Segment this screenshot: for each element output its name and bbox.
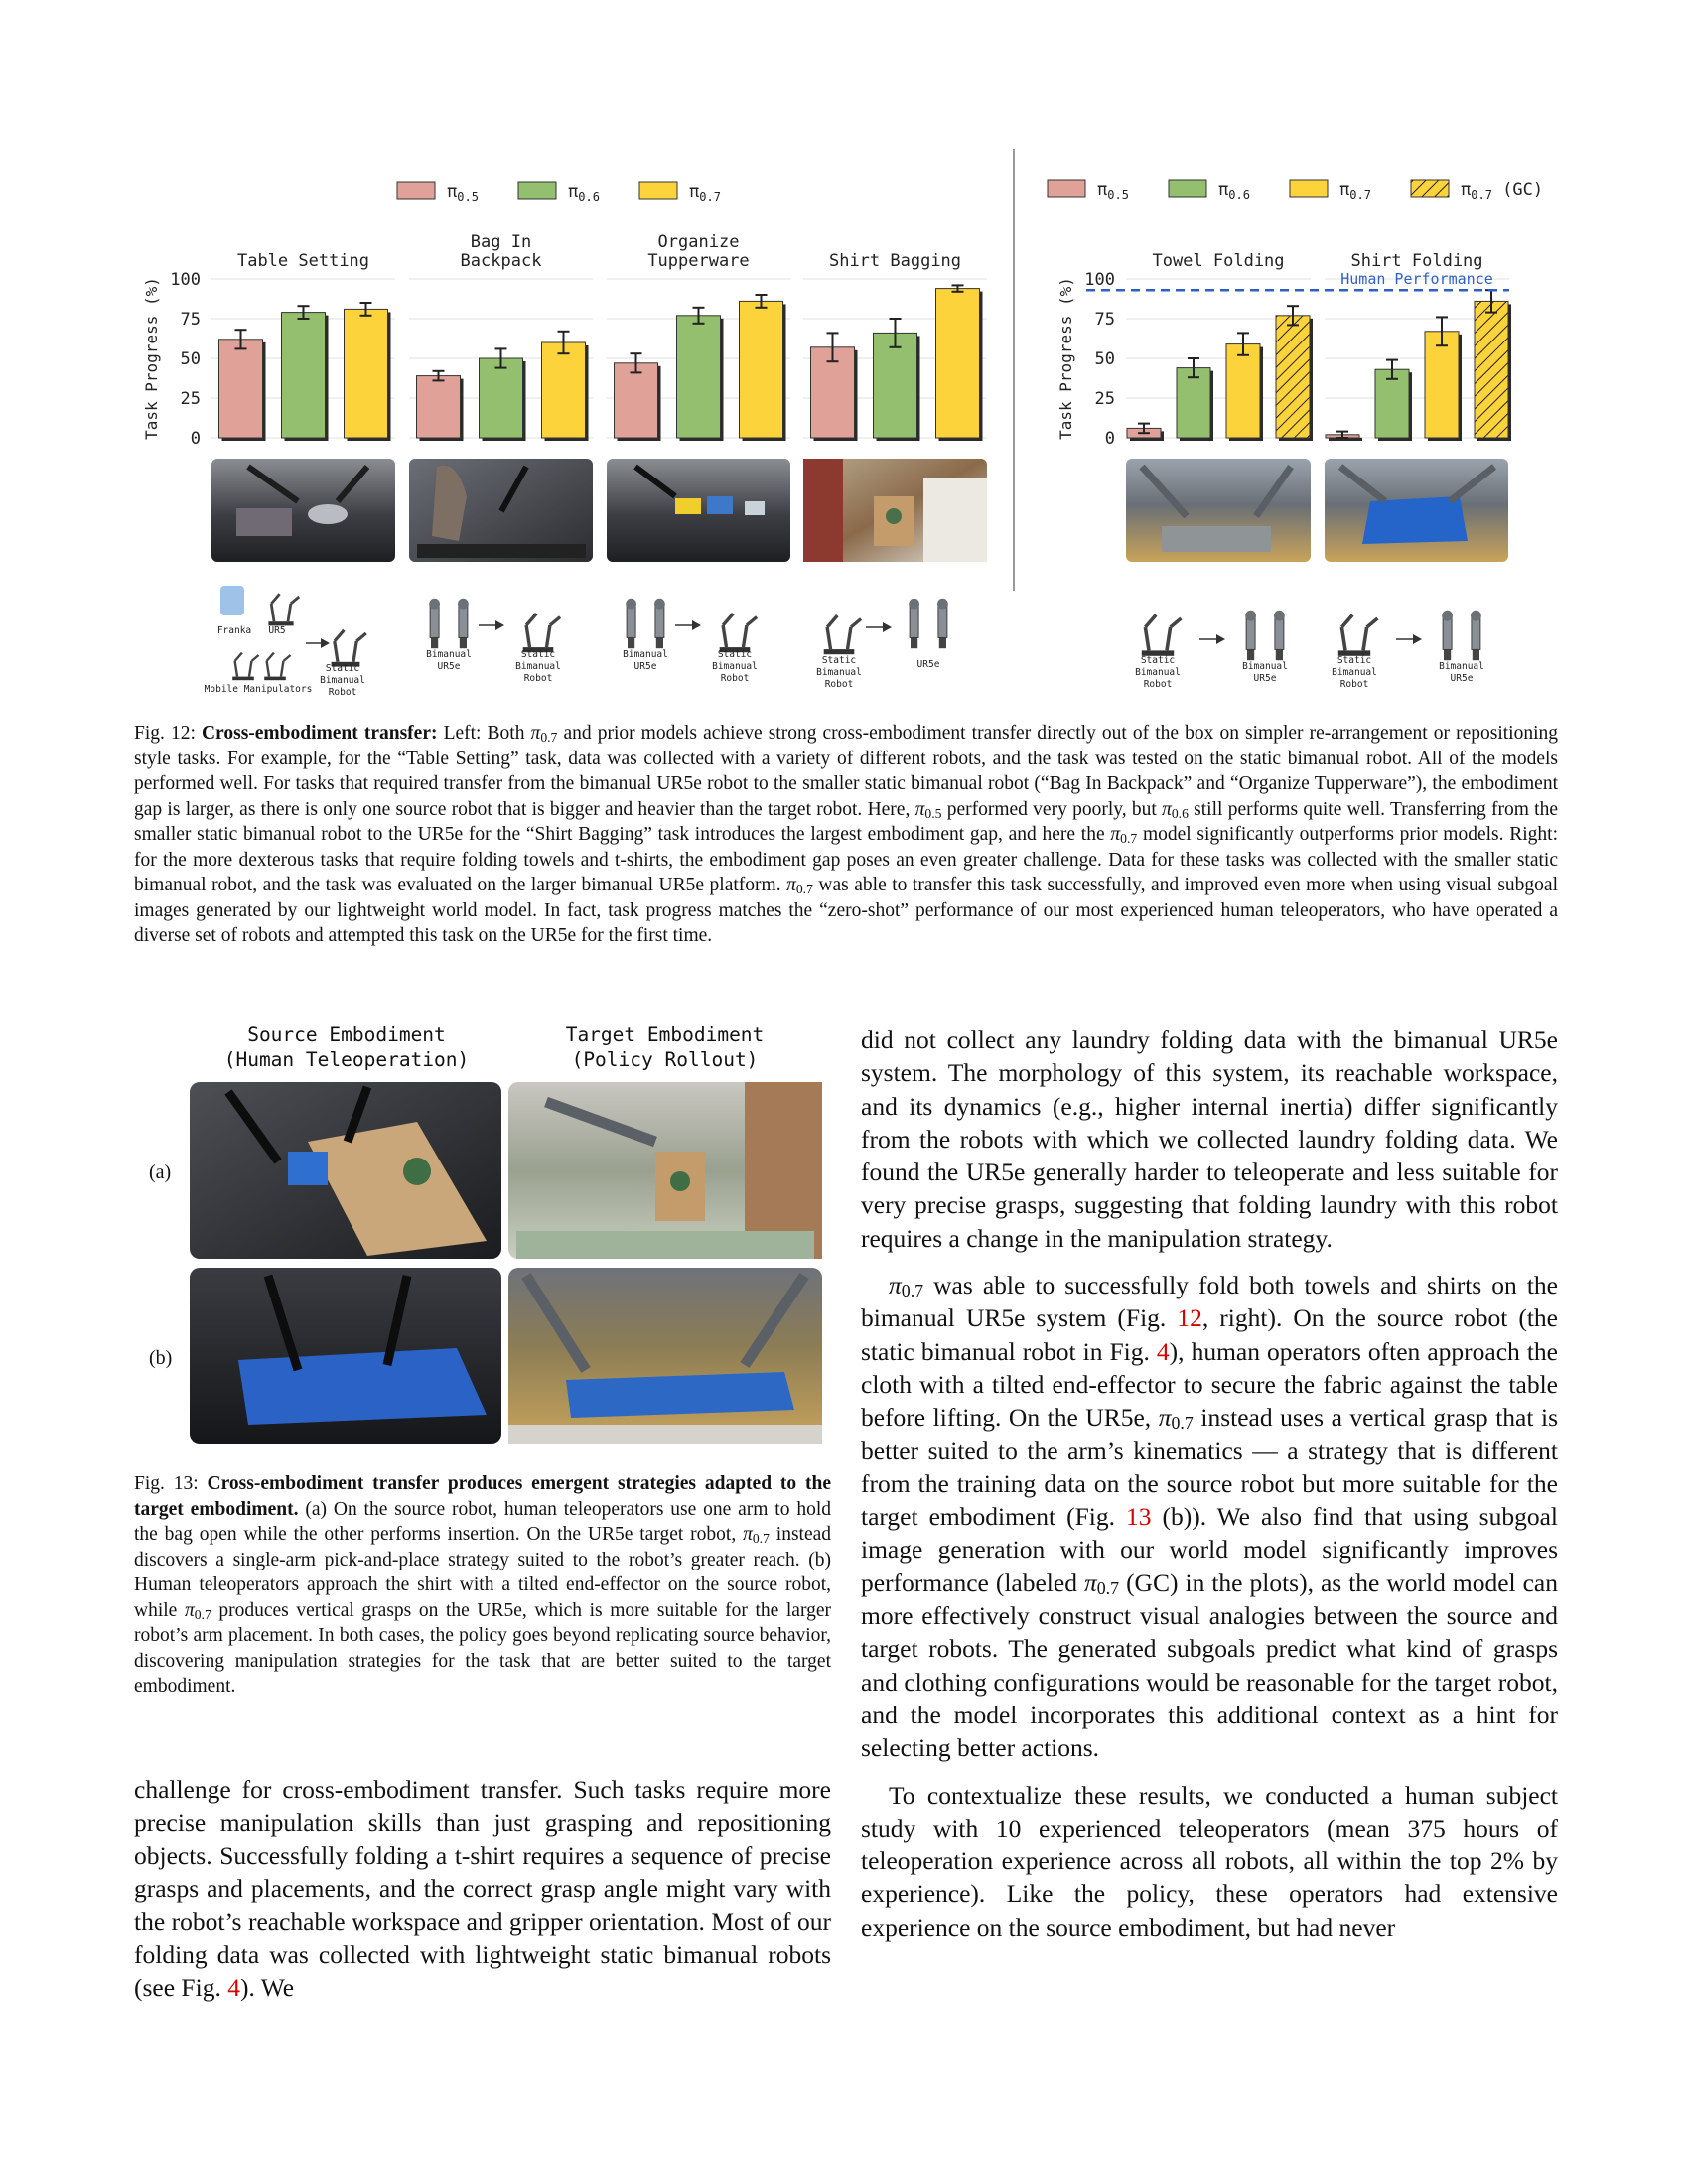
ur5e-arm (938, 606, 947, 637)
robot-arm (1145, 627, 1149, 650)
robot-arm (827, 615, 837, 627)
diagram-towel-folding (1135, 611, 1288, 690)
y-tick-label: 75 (1094, 310, 1115, 330)
bar (417, 376, 461, 438)
legend-label: $\pi_{0.5}$ (1097, 180, 1129, 202)
bar (1276, 316, 1310, 438)
robot-arm (848, 627, 851, 649)
bar (1226, 344, 1260, 438)
robot-base (824, 649, 855, 654)
legend-swatch (639, 182, 677, 199)
y-axis-label: Task Progress (%) (142, 277, 161, 440)
ur5e-icon (626, 599, 665, 648)
ur5e-gripper (939, 637, 946, 648)
robot-icon (264, 653, 290, 681)
robot-icon (720, 614, 757, 652)
y-tick-label: 25 (1094, 389, 1115, 409)
ur5e-icon (1442, 611, 1481, 660)
y-tick-label: 100 (1084, 270, 1115, 290)
chart-left (142, 232, 987, 449)
diagram-label: Bimanual (1332, 667, 1377, 678)
robot-arm (550, 617, 560, 626)
diagram-label: Static (520, 649, 556, 660)
diagram-label: Bimanual (320, 675, 365, 686)
ur5e-gripper (460, 637, 467, 648)
chart-right (1056, 251, 1511, 449)
ur5e-joint (1274, 611, 1285, 621)
category-title: Towel Folding (1152, 251, 1285, 271)
diagram-label: Robot (328, 687, 357, 698)
diagram-label: Static (717, 649, 753, 660)
legend-label: $\pi_{0.7}$ (1339, 180, 1371, 202)
figure-13-label: Fig. 13: (134, 1473, 199, 1494)
legend-label: $\pi_{0.6}$ (1218, 180, 1250, 202)
legend-label: $\pi_{0.6}$ (568, 182, 600, 204)
task-photo-bag-in-backpack (409, 459, 593, 562)
legend-swatch (1169, 180, 1206, 197)
diagram-label: UR5 (268, 625, 286, 636)
robot-arm (267, 661, 269, 677)
diagram-label: UR5e (916, 659, 940, 670)
robot-arm (291, 597, 299, 604)
fig13-photo-grid (189, 1082, 824, 1449)
robot-arm (335, 630, 345, 641)
diagram-shirt-folding (1332, 611, 1484, 690)
ur5e-joint (429, 599, 440, 610)
diagram-label: Bimanual (426, 649, 472, 660)
robot-arm (1341, 627, 1345, 650)
ur5e-gripper (1276, 649, 1283, 660)
diagram-label: UR5e (633, 661, 657, 672)
robot-arm (235, 661, 237, 677)
bar (282, 313, 326, 438)
robot-arm (335, 641, 338, 662)
diagram-label: UR5e (437, 661, 461, 672)
legend-label: $\pi_{0.7}$ (GC) (1461, 180, 1544, 202)
y-tick-label: 100 (170, 270, 201, 290)
legend-label: $\pi_{0.7}$ (689, 182, 721, 204)
diagram-label: Static (821, 655, 857, 666)
ur5e-gripper (1444, 649, 1451, 660)
fig13-header-source-line1: Source Embodiment (247, 1024, 446, 1046)
ur5e-arm (1443, 617, 1452, 649)
legend-label: $\pi_{0.5}$ (447, 182, 479, 204)
diagram-label: Bimanual (712, 661, 758, 672)
figure-12-caption-title: Cross-embodiment transfer: (201, 723, 438, 744)
robot-diagrams (205, 586, 1484, 698)
robot-icon (1338, 614, 1378, 655)
fig13-row-label-b: (b) (149, 1347, 173, 1369)
diagram-label: Robot (720, 673, 750, 684)
bar (936, 289, 980, 438)
diagram-label: Bimanual (1439, 661, 1484, 672)
diagram-label: Static (1140, 655, 1176, 666)
legend-swatch (1411, 180, 1449, 197)
task-photo-shirt-bagging (803, 459, 987, 562)
robot-arm (827, 627, 830, 649)
y-tick-label: 0 (190, 429, 201, 449)
ur5e-joint (1471, 611, 1481, 621)
ur5e-arm (459, 606, 468, 637)
category-title: Tupperware (647, 251, 750, 271)
robot-arm (251, 655, 258, 661)
figure-12-label: Fig. 12: (134, 723, 196, 744)
robot-arm (267, 653, 274, 661)
y-tick-label: 25 (180, 389, 201, 409)
y-tick-label: 50 (1094, 349, 1115, 369)
figure-13-caption-text: (a) On the source robot, human teleoperators use one arm to hold the bag open while the other performs insertion. On the UR5e target robot, $\pi_{0.7}$ instead discovers a single-arm pick-and-place strategy suited to the robot’s greater reach. (b) Human teleoperators approach the shirt with a tilted end-effector on the source robot, while $\pi_{0.7}$ produces vertical grasps on the UR5e, which is more suitable for the larger robot’s arm placement. In both cases, the policy goes beyond replicating source behavior, discovering manipulation strategies for the task that are better suited to the target embodiment. (134, 1498, 832, 1697)
ur5e-gripper (1247, 649, 1254, 660)
diagram-organize-tupperware (623, 599, 758, 684)
left-column-text (134, 1773, 831, 2004)
task-photo-towel-folding (1126, 459, 1311, 562)
bar (219, 340, 263, 438)
bar (542, 342, 586, 438)
task-photo-organize-tupperware (607, 459, 790, 562)
ur5e-icon (1245, 611, 1285, 660)
robot-arm (744, 625, 747, 647)
y-tick-label: 50 (180, 349, 201, 369)
fig13-header-target-line1: Target Embodiment (565, 1024, 765, 1046)
human-performance-label: Human Performance (1340, 270, 1493, 289)
diagram-label: Franka (216, 625, 252, 636)
category-title: Table Setting (236, 251, 370, 271)
ur5e-gripper (431, 637, 438, 648)
right-paragraph-1: did not collect any laundry folding data with the bimanual UR5e system. The morphology of this system, its reachable workspace, and its dynamics (e.g., higher internal inertia) differ significantly from the robots with which we collected laundry folding data. We found the UR5e generally harder to teleoperate and less suitable for very precise grasps, suggesting that folding laundry with this robot requires a change in the manipulation strategy. (861, 1025, 1558, 1253)
arrow-head (1413, 634, 1422, 644)
category-title: Backpack (460, 251, 542, 271)
robot-arm (1341, 614, 1352, 627)
fig13-row-label-a: (a) (149, 1161, 172, 1183)
robot-icon (268, 594, 299, 625)
y-tick-label: 0 (1104, 429, 1115, 449)
robot-arm (235, 653, 242, 661)
diagram-label: Mobile Manipulators (204, 684, 313, 695)
diagram-label: Bimanual (1242, 661, 1288, 672)
diagram-label: Robot (523, 673, 553, 684)
ur5e-joint (1245, 611, 1256, 621)
ur5e-joint (937, 599, 948, 610)
ur5e-joint (1442, 611, 1453, 621)
robot-base (232, 677, 254, 681)
robot-arm (526, 614, 536, 625)
diagram-label: Bimanual (515, 661, 561, 672)
task-photo-shirt-folding (1325, 459, 1508, 562)
diagram-bag-in-backpack (426, 599, 561, 684)
ur5e-icon (429, 599, 469, 648)
diagram-label: Bimanual (623, 649, 668, 660)
fig13-photo-b-target (508, 1268, 822, 1444)
bar (874, 333, 917, 438)
bar (345, 309, 388, 438)
robot-arm (851, 619, 861, 628)
task-photo-table-setting (211, 459, 395, 562)
ur5e-gripper (911, 637, 917, 648)
arrow-head (321, 638, 330, 648)
fig13-header-target-line2: (Policy Rollout) (571, 1048, 759, 1071)
arrow-head (1216, 634, 1225, 644)
y-axis-label: Task Progress (%) (1056, 277, 1075, 440)
category-title: Shirt Bagging (828, 251, 962, 271)
fig13-header-source (189, 1023, 504, 1072)
robot-arm (723, 625, 726, 647)
legend-right (1048, 180, 1543, 202)
robot-arm (1167, 627, 1171, 650)
ur5e-arm (1246, 617, 1255, 649)
robot-arm (526, 625, 529, 647)
bar (615, 363, 658, 438)
robot-arm (547, 625, 550, 647)
right-column-text (861, 1024, 1558, 1944)
legend-swatch (397, 182, 435, 199)
robot-icon (824, 615, 861, 654)
ur5e-arm (655, 606, 664, 637)
robot-arm (283, 655, 290, 661)
bar (740, 301, 783, 438)
legend-left (397, 182, 721, 204)
diagram-label: Robot (1339, 679, 1369, 690)
robot-arm (249, 661, 251, 677)
bar (1475, 301, 1508, 438)
left-paragraph-1: challenge for cross-embodiment transfer. Such tasks require more precise manipulation skills than just grasping and repositioning objects. Successfully folding a t-shirt requires a sequence of precise grasps and placements, and the correct grasp angle might vary with the robot’s reachable workspace and gripper orientation. Most of our folding data was collected with lightweight static bimanual robots (see Fig. 4). We (134, 1775, 831, 2002)
robot-base (264, 677, 286, 681)
fig13-header-target (508, 1023, 821, 1072)
figure-12 (0, 0, 1688, 715)
robot-arm (271, 594, 279, 604)
category-title: Organize (657, 232, 740, 252)
ur5e-joint (909, 599, 919, 610)
diagram-label: UR5e (1253, 673, 1277, 684)
y-tick-label: 75 (180, 310, 201, 330)
diagram-table-setting (205, 586, 366, 698)
bar (1425, 332, 1459, 438)
legend-swatch (1290, 180, 1328, 197)
ur5e-icon (909, 599, 948, 648)
ur5e-joint (626, 599, 636, 610)
robot-arm (271, 604, 274, 621)
diagram-label: Robot (824, 679, 854, 690)
ur5e-joint (458, 599, 469, 610)
ur5e-gripper (656, 637, 663, 648)
arrow-head (883, 622, 892, 632)
category-title: Bag In (470, 232, 532, 252)
robot-arm (1367, 618, 1378, 627)
robot-arm (723, 614, 733, 625)
ur5e-joint (654, 599, 665, 610)
fig13-photo-a-target (508, 1082, 822, 1259)
diagram-label: Static (1336, 655, 1372, 666)
bar (480, 358, 523, 438)
robot-arm (1145, 614, 1156, 627)
figure-12-caption (134, 721, 1558, 949)
ur5e-arm (627, 606, 635, 637)
diagram-label: UR5e (1450, 673, 1474, 684)
robot-arm (747, 617, 757, 626)
figure-13-caption-title: Cross-embodiment transfer produces emergent strategies adapted to the target embodiment. (134, 1473, 832, 1520)
ur5e-gripper (1473, 649, 1479, 660)
arrow-head (692, 620, 701, 630)
robot-arm (353, 641, 356, 662)
robot-arm (288, 604, 291, 621)
robot-icon (232, 653, 258, 681)
robot-icon (1142, 614, 1182, 655)
ur5e-arm (1472, 617, 1480, 649)
diagram-shirt-bagging (816, 599, 948, 690)
diagram-label: Static (325, 663, 360, 674)
robot-arm (1363, 627, 1367, 650)
diagram-label: Bimanual (1135, 667, 1181, 678)
ur5e-gripper (628, 637, 634, 648)
fig13-photo-a-source (190, 1082, 501, 1259)
legend-swatch (1048, 180, 1085, 197)
figure-13-caption (134, 1471, 831, 1700)
bar (677, 316, 721, 438)
right-paragraph-3: To contextualize these results, we conducted a human subject study with 10 experienced teleoperators (mean 375 hours of teleoperation experience across all robots, all within the top 2% by experience). Like the policy, these operators had extensive experience on the source embodiment, but had never (861, 1780, 1558, 1942)
fig13-header-source-line2: (Human Teleoperation) (223, 1048, 470, 1071)
robot-arm (281, 661, 283, 677)
franka-icon (220, 586, 244, 615)
robot-arm (356, 633, 366, 641)
robot-icon (523, 614, 560, 652)
arrow-head (495, 620, 504, 630)
ur5e-arm (910, 606, 918, 637)
right-paragraph-2: $\pi_{0.7}$ was able to successfully fold both towels and shirts on the bimanual UR5e system (Fig. 12, right). On the source robot (the static bimanual robot in Fig. 4), human operators often approach the cloth with a tilted end-effector to secure the fabric against the table before lifting. On the UR5e, $\pi_{0.7}$ instead uses a vertical grasp that is better suited to the arm’s kinematics — a strategy that is different from the training data on the source robot but more suitable for the target embodiment (Fig. 13 (b)). We also find that using subgoal image generation with our world model significantly improves performance (labeled $\pi_{0.7}$ (GC) in the plots), as the world model can more effectively construct visual analogies between the source and target robots. The generated subgoals predict what kind of grasps and clothing configurations would be reasonable for the target robot, and the model incorporates this additional context as a hint for selecting better actions. (861, 1271, 1558, 1763)
ur5e-arm (430, 606, 439, 637)
robot-icon (332, 630, 366, 667)
ur5e-arm (1275, 617, 1284, 649)
fig13-photo-b-source (190, 1268, 501, 1444)
figure-12-caption-text: Left: Both $\pi_{0.7}$ and prior models achieve strong cross-embodiment transfer directly out of the box on simpler re-arrangement or repositioning style tasks. For example, for the “Table Setting” task, data was collected with a variety of different robots, and the task was tested on the static bimanual robot. All of the models performed well. For tasks that required transfer from the bimanual UR5e robot to the smaller static bimanual robot (“Bag In Backpack” and “Organize Tupperware”), the embodiment gap is larger, as there is only one source robot that is bigger and heavier than the target robot. Here, $\pi_{0.5}$ performed very poorly, but $\pi_{0.6}$ still performs quite well. Transferring from the smaller static bimanual robot to the UR5e for the “Shirt Bagging” task introduces the largest embodiment gap, and here the $\pi_{0.7}$ model significantly outperforms prior models. Right: for the more dexterous tasks that require folding towels and t-shirts, the embodiment gap poses an even greater challenge. Data for these tasks was collected with the smaller static bimanual robot, and the task was evaluated on the larger bimanual UR5e platform. $\pi_{0.7}$ was able to transfer this task successfully, and improved even more when using visual subgoal images generated by our lightweight world model. In fact, task progress matches the “zero-shot” performance of our most experienced human teleoperators, who have operated a diverse set of robots and attempted this task on the UR5e for the first time. (134, 723, 1559, 946)
diagram-label: Bimanual (816, 667, 862, 678)
category-title: Shirt Folding (1350, 251, 1483, 271)
diagram-label: Robot (1143, 679, 1173, 690)
robot-arm (1171, 618, 1182, 627)
legend-swatch (518, 182, 556, 199)
